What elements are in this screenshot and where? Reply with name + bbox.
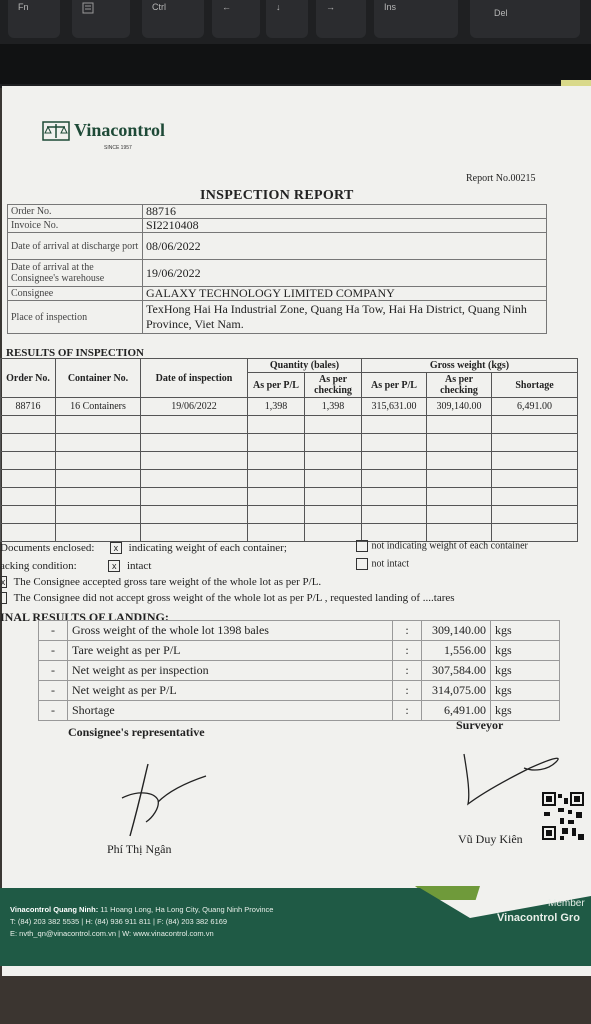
footer-office-address: 11 Hoang Long, Ha Long City, Quang Ninh Province (98, 905, 274, 914)
footer-address (10, 904, 273, 916)
final-dash: - (39, 661, 68, 681)
checkbox-doc-not-indicating (356, 540, 368, 552)
col-container-no: Container No. (56, 359, 141, 398)
doc-option-not-indicating: not indicating weight of each container (371, 540, 528, 552)
table-row (1, 398, 578, 416)
documents-label: Documents enclosed: (0, 542, 95, 554)
cell-shortage: 6,491.00 (492, 398, 578, 416)
info-value: 88716 (143, 205, 547, 219)
report-number: Report No.00215 (466, 173, 536, 184)
info-value: GALAXY TECHNOLOGY LIMITED COMPANY (143, 287, 547, 301)
final-value: 307,584.00 (422, 661, 491, 681)
final-value: 6,491.00 (422, 701, 491, 721)
logo-since: SINCE 1957 (104, 145, 132, 151)
cell-container-no: 16 Containers (56, 398, 141, 416)
cell-qty-pl: 1,398 (248, 398, 305, 416)
checkbox-intact: x (108, 560, 120, 572)
key-ins: Ins (374, 0, 458, 38)
packing-not-intact: not intact (371, 558, 409, 570)
qr-code-icon (540, 790, 586, 842)
final-unit: kgs (491, 701, 560, 721)
doc-option-indicating: indicating weight of each container; (128, 542, 287, 554)
info-value: SI2210408 (143, 219, 547, 233)
final-label: Shortage (68, 701, 393, 721)
col-gw-pl: As per P/L (362, 373, 427, 398)
empty-row (1, 470, 578, 488)
packing-line-2 (356, 558, 409, 570)
final-row (39, 681, 560, 701)
documents-line (0, 542, 287, 554)
order-info-table (7, 204, 547, 334)
final-results-table (38, 620, 560, 721)
col-shortage: Shortage (492, 373, 578, 398)
final-unit: kgs (491, 621, 560, 641)
logo-text: Vinacontrol (74, 120, 166, 140)
col-quantity: Quantity (bales) (248, 359, 362, 373)
info-row (8, 233, 547, 260)
final-value: 309,140.00 (422, 621, 491, 641)
final-colon: : (393, 681, 422, 701)
accept-line (0, 576, 321, 588)
footer-phone: T: (84) 203 382 5535 | H: (84) 936 911 811 | F: (84) 203 382 6169 (10, 917, 228, 926)
final-colon: : (393, 701, 422, 721)
results-table (0, 358, 578, 542)
final-label: Gross weight of the whole lot 1398 bales (68, 621, 393, 641)
consignee-name: Phí Thị Ngân (107, 842, 172, 856)
reject-line (0, 592, 455, 604)
surveyor-name: Vũ Duy Kiên (458, 832, 523, 846)
info-label: Order No. (8, 205, 143, 219)
col-qty-checking: As per checking (305, 373, 362, 398)
final-colon: : (393, 641, 422, 661)
key-del: Del (470, 0, 580, 38)
final-dash: - (39, 701, 68, 721)
col-qty-pl: As per P/L (248, 373, 305, 398)
info-row (8, 219, 547, 233)
info-value: TexHong Hai Ha Industrial Zone, Quang Ha Tow, Hai Ha District, Quang Ninh Province, Viet Nam. (143, 301, 547, 334)
checkbox-not-intact (356, 558, 368, 570)
scales-logo-icon (42, 121, 70, 141)
info-label: Place of inspection (8, 301, 143, 334)
consignee-rep-label: Consignee's representative (68, 725, 205, 739)
empty-row (1, 488, 578, 506)
footer-contact (10, 904, 273, 940)
consignee-signature (118, 760, 208, 840)
final-colon: : (393, 661, 422, 681)
final-results-title: INAL RESULTS OF LANDING: (0, 610, 169, 624)
info-label: Consignee (8, 287, 143, 301)
cell-gw-checking: 309,140.00 (427, 398, 492, 416)
cell-qty-checking: 1,398 (305, 398, 362, 416)
cell-order-no: 88716 (1, 398, 56, 416)
final-value: 314,075.00 (422, 681, 491, 701)
empty-row (1, 506, 578, 524)
footer-member-org: Vinacontrol Gro (497, 912, 580, 924)
reject-text: The Consignee did not accept gross weight of the whole lot as per P/L , requested landing of ....tares (13, 592, 455, 604)
final-unit: kgs (491, 641, 560, 661)
key-right: → (316, 0, 366, 38)
key-down: ↓ (266, 0, 308, 38)
results-header-row (1, 359, 578, 373)
info-row (8, 205, 547, 219)
key-fn: Fn (8, 0, 60, 38)
packing-line (0, 560, 151, 572)
footer-office: Vinacontrol Quang Ninh: (10, 905, 99, 914)
cell-gw-pl: 315,631.00 (362, 398, 427, 416)
accept-text: The Consignee accepted gross tare weight of the whole lot as per P/L. (13, 576, 322, 588)
menu-key-icon (82, 2, 94, 14)
col-gross-weight: Gross weight (kgs) (362, 359, 578, 373)
footer-email: E: nvth_qn@vinacontrol.com.vn | W: www.vinacontrol.com.vn (10, 929, 214, 938)
empty-row (1, 434, 578, 452)
final-row (39, 641, 560, 661)
keyboard-edge (0, 44, 591, 84)
key-ctrl: Ctrl (142, 0, 204, 38)
final-label: Net weight as per inspection (68, 661, 393, 681)
final-label: Tare weight as per P/L (68, 641, 393, 661)
col-gw-checking: As per checking (427, 373, 492, 398)
final-row (39, 621, 560, 641)
info-row (8, 260, 547, 287)
col-date-inspection: Date of inspection (141, 359, 248, 398)
packing-intact: intact (126, 560, 152, 572)
final-unit: kgs (491, 661, 560, 681)
final-label: Net weight as per P/L (68, 681, 393, 701)
info-label: Date of arrival at the Consignee's warehouse (8, 260, 143, 287)
final-unit: kgs (491, 681, 560, 701)
final-dash: - (39, 681, 68, 701)
documents-line-2 (356, 540, 528, 552)
key-left: ← (212, 0, 260, 38)
info-label: Date of arrival at discharge port (8, 233, 143, 260)
keyboard-background (0, 0, 591, 88)
checkbox-accepted: x (0, 577, 6, 588)
empty-row (1, 416, 578, 434)
footer-member: Member (548, 898, 585, 909)
cell-date: 19/06/2022 (141, 398, 248, 416)
col-order-no: Order No. (1, 359, 56, 398)
info-row (8, 287, 547, 301)
key-menu (72, 0, 130, 38)
info-row (8, 301, 547, 334)
empty-row (1, 524, 578, 542)
info-value: 08/06/2022 (143, 233, 547, 260)
final-row (39, 661, 560, 681)
checkbox-not-accepted (0, 592, 7, 604)
report-title: INSPECTION REPORT (200, 188, 354, 203)
empty-row (1, 452, 578, 470)
final-dash: - (39, 621, 68, 641)
checkbox-doc-indicating: x (110, 542, 122, 554)
final-value: 1,556.00 (422, 641, 491, 661)
results-section-title: RESULTS OF INSPECTION (6, 347, 144, 359)
surveyor-label: Surveyor (456, 718, 504, 732)
final-colon: : (393, 621, 422, 641)
final-dash: - (39, 641, 68, 661)
info-value: 19/06/2022 (143, 260, 547, 287)
vinacontrol-logo (42, 120, 165, 141)
packing-label: acking condition: (0, 560, 77, 572)
info-label: Invoice No. (8, 219, 143, 233)
